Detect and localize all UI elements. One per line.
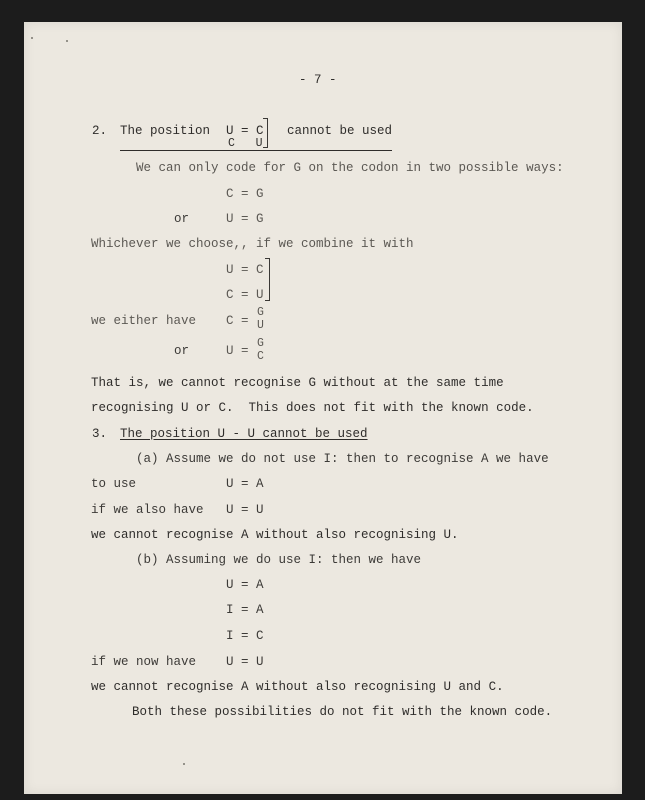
bracket-tick xyxy=(265,300,269,301)
equation-u-u: U = U xyxy=(226,503,264,517)
part-b-line: (b) Assuming we do use I: then we have xyxy=(136,553,422,567)
recognising-line: recognising U or C. This does not fit with the known code. xyxy=(91,401,534,415)
equation-i-c: I = C xyxy=(226,629,264,643)
equation-c-eq: C = xyxy=(226,314,249,328)
equation-u-a: U = A xyxy=(226,578,264,592)
if-now-label: if we now have xyxy=(91,655,197,669)
cannot-recognise-a-line: we cannot recognise A without also recognising U. xyxy=(91,528,459,542)
equation-c-u: C = U xyxy=(226,288,264,302)
bracket-tick xyxy=(265,258,269,259)
stack-1-top: G xyxy=(257,306,264,319)
either-have-label: we either have xyxy=(91,314,197,328)
section-2-eq-top: U = C xyxy=(226,124,264,138)
or-label: or xyxy=(174,212,190,226)
intro-line: We can only code for G on the codon in two possible ways: xyxy=(136,161,564,175)
paper-speck xyxy=(183,763,185,765)
equation-u-u: U = U xyxy=(226,655,264,669)
section-2-eq-bottom: C U xyxy=(228,137,263,150)
equation-u-c: U = C xyxy=(226,263,264,277)
section-2-number: 2. xyxy=(92,124,108,138)
stack-1-bottom: U xyxy=(257,319,264,332)
equation-u-eq: U = xyxy=(226,344,249,358)
cannot-recognise-ac-line: we cannot recognise A without also recognising U and C. xyxy=(91,680,504,694)
section-3-title: The position U - U cannot be used xyxy=(120,427,368,441)
stack-2-bottom: C xyxy=(257,350,264,363)
section-2-title-pre: The position xyxy=(120,124,211,138)
paper-speck xyxy=(66,40,68,42)
stack-2-top: G xyxy=(257,337,264,350)
part-a-line: (a) Assume we do not use I: then to recognise A we have xyxy=(136,452,549,466)
that-is-line: That is, we cannot recognise G without at the same time xyxy=(91,376,504,390)
whichever-line: Whichever we choose,, if we combine it with xyxy=(91,237,414,251)
bracket-line xyxy=(267,118,268,148)
section-2-title-post: cannot be used xyxy=(287,124,393,138)
equation-u-g: U = G xyxy=(226,212,264,226)
bracket-tick xyxy=(263,147,267,148)
equation-u-a: U = A xyxy=(226,477,264,491)
to-use-label: to use xyxy=(91,477,137,491)
page-number: - 7 - xyxy=(299,73,337,87)
section-3-number: 3. xyxy=(92,427,108,441)
or-label: or xyxy=(174,344,190,358)
if-also-label: if we also have xyxy=(91,503,204,517)
equation-c-g: C = G xyxy=(226,187,264,201)
bracket-line xyxy=(269,258,270,301)
paper-speck xyxy=(31,37,33,39)
bracket-tick xyxy=(263,118,267,119)
section-2-underline xyxy=(120,150,392,151)
both-possibilities-line: Both these possibilities do not fit with the known code. xyxy=(132,705,553,719)
equation-i-a: I = A xyxy=(226,603,264,617)
